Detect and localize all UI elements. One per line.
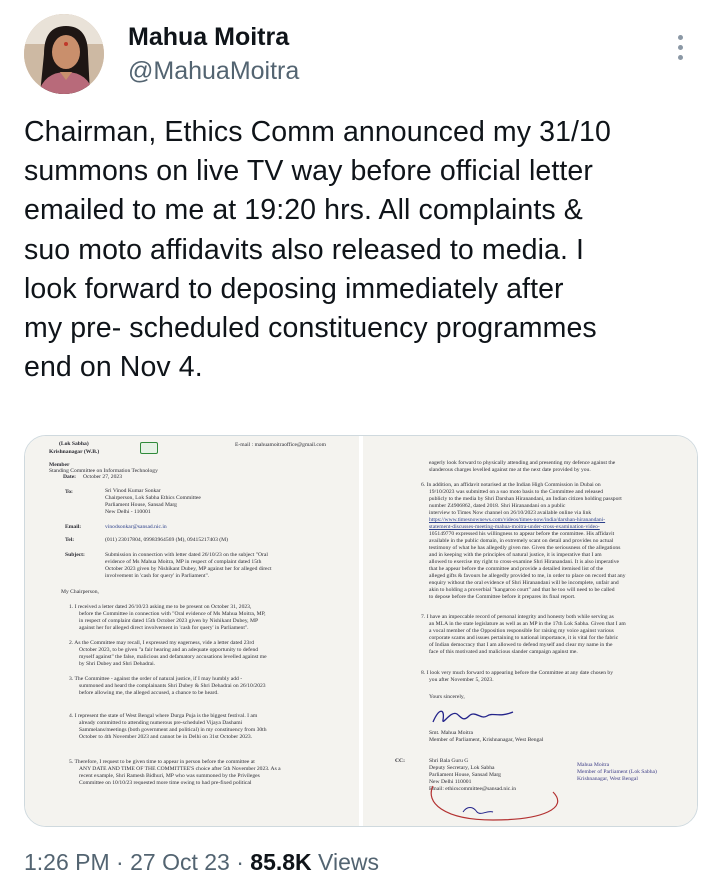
- cc-line-1: Shri Bala Guru G: [429, 758, 469, 764]
- subject-label: Subject:: [65, 552, 85, 558]
- stamp-line-3: Krishnanagar, West Bengal: [577, 776, 638, 782]
- views-label: Views: [311, 849, 379, 875]
- para2-line-1: 2. As the Committee may recall, I expressed my eagerness, vide a letter dated 23rd: [69, 640, 254, 646]
- para7-line-4: corporate scams and issues pertaining to national importance, it is vital for the fabric: [429, 635, 619, 641]
- author-handle[interactable]: @MahuaMoitra: [128, 57, 300, 85]
- cc-line-2: Deputy Secretary, Lok Sabha: [429, 765, 495, 771]
- cc-line-3: Parliament House, Sansad Marg: [429, 772, 501, 778]
- para1-line-1: 1. I received a letter dated 26/10/23 asking me to be present on October 31, 2023,: [69, 604, 252, 610]
- lead-line-1: eagerly look forward to physically attending and presenting my defence against the: [429, 460, 616, 466]
- para6-line-9: available in the public domain, in extremely scant on detail and provides no actual: [429, 538, 614, 544]
- para8-line-2: you after November 5, 2023.: [429, 677, 494, 683]
- tel-label: Tel:: [65, 537, 75, 543]
- views-count[interactable]: 85.8K: [250, 849, 312, 875]
- member-label: Member: [49, 462, 70, 468]
- letter-page-2[interactable]: [363, 436, 697, 826]
- more-vertical-icon[interactable]: [668, 30, 692, 64]
- tweet-text: Chairman, Ethics Comm announced my 31/10 summons on live TV way before official letter emailed to me at 19:20 hrs. All complaints & suo moto affidavits also released to media. I look forward to deposing immediately after my pre- scheduled constituency programmes end on Nov 4.: [24, 116, 611, 384]
- subject-line-4: involvement in 'cash for query' in Parliament".: [105, 573, 210, 579]
- para7-line-1: 7. I have an impeccable record of personal integrity and honesty both while serving as: [421, 614, 614, 620]
- para6-line-1: 6. In addition, an affidavit notarised at the Indian High Commission in Dubai on: [421, 482, 601, 488]
- meta-separator: ·: [229, 849, 251, 875]
- author-block: [128, 22, 299, 88]
- para6-line-14: alleged gifts & favours he allegedly provided to me, in order to place on record that any: [429, 573, 626, 579]
- para6-line-2: 19/10/2023 was submitted on a suo moto basis to the Committee and released: [429, 489, 604, 495]
- para6-line-7[interactable]: statement-discusses-meeting-mahua-moitra-under-cross-examination-video-: [429, 524, 600, 530]
- member-line: Standing Committee on Information Technology: [49, 468, 158, 474]
- to-line-2: Chairperson, Lok Sabha Ethics Committee: [105, 495, 201, 501]
- stamp-line-2: Member of Parliament (Lok Sabha): [577, 769, 657, 775]
- letter-page-1[interactable]: [25, 436, 359, 826]
- subject-line-2: evidence of Ms Mahua Moitra, MP in respect of complaint dated 15th: [105, 559, 262, 565]
- para3-line-2: summoned and heard the complainants Shri Dubey & Shri Dehadrai on 26/10/2023: [79, 683, 266, 689]
- to-label: To:: [65, 489, 73, 495]
- para6-line-3: publicly to the media by Shri Darshan Hiranandani, an Indian citizen holding passport: [429, 496, 622, 502]
- avatar[interactable]: [24, 14, 104, 94]
- tweet-media[interactable]: [24, 435, 698, 827]
- salutation: My Chairperson,: [61, 589, 99, 595]
- cc-line-4: New Delhi 110001: [429, 779, 472, 785]
- meta-separator: ·: [109, 849, 131, 875]
- email-label: Email:: [65, 524, 82, 530]
- para4-line-1: 4. I represent the state of West Bengal where Durga Puja is the biggest festival. I am: [69, 713, 258, 719]
- para6-line-13: that he appear before the committee and provide a detailed itemised list of the: [429, 566, 604, 572]
- para6-line-10: testimony of what he has allegedly given me. Given the seriousness of the allegations: [429, 545, 621, 551]
- para6-line-6[interactable]: https://www.timesnownews.com/videos/times-now/india/darshan-hiranandani-: [429, 517, 606, 523]
- emblem-icon: [140, 442, 158, 454]
- para2-line-2: October 2023, to be given "a fair hearing and an adequate opportunity to defend: [79, 647, 259, 653]
- letter-header-left-2: Krishnanagar (W.B.): [49, 449, 100, 455]
- date-label: Date:: [63, 474, 77, 480]
- date-value: October 27, 2023: [83, 474, 122, 480]
- para6-line-15: enquiry without the oral evidence of Shri Hiranandani will be incomplete, unfair and: [429, 580, 619, 586]
- author-name[interactable]: Mahua Moitra: [128, 23, 290, 51]
- signature-icon: [429, 704, 519, 728]
- para6-line-4: number Z4906862, dated 2018. Shri Hiranandani on a public: [429, 503, 566, 509]
- para4-line-3: Sammelans/meetings (both government and political) in my constituency from 30th: [79, 727, 267, 733]
- para1-line-4: against her for alleged direct involvement in 'cash for query' in Parliament".: [79, 625, 249, 631]
- para7-line-3: a vocal member of the Opposition responsible for raising my voice against various: [429, 628, 614, 634]
- closing: Yours sincerely,: [429, 694, 465, 700]
- para3-line-1: 3. The Committee - against the order of natural justice, if I may humbly add -: [69, 676, 243, 682]
- to-line-3: Parliament House, Sansad Marg: [105, 502, 177, 508]
- signer-name: Smt. Mahua Moitra: [429, 730, 473, 736]
- tweet-meta: [24, 846, 714, 878]
- para6-line-11: and in keeping with the principles of natural justice, it is imperative that I am: [429, 552, 602, 558]
- para1-line-3: in respect of complaint dated 15th October 2023 given by Nishikant Dubey, MP: [79, 618, 259, 624]
- to-line-1: Sri Vinod Kumar Sonkar: [105, 488, 161, 494]
- avatar-photo: [24, 14, 104, 94]
- subject-line-3: October 2023 given by Nishikant Dubey, MP against her for alleged direct: [105, 566, 272, 572]
- para5-line-3: recent example, Shri Ramesh Bidhuri, MP who was summoned by the Privileges: [79, 773, 260, 779]
- para5-line-2: ANY DATE AND TIME OF THE COMMITTEE'S choice after 5th November 2023. As a: [79, 766, 281, 772]
- para1-line-2: before the Committee in connection with "Oral evidence of Ms Mahua Moitra, MP,: [79, 611, 266, 617]
- to-line-4: New Delhi - 110001: [105, 509, 151, 515]
- para7-line-6: face of this motivated and malicious slander campaign against me.: [429, 649, 578, 655]
- tel-value: (011) 23017804, 09983964569 (M), 09415217403 (M): [105, 537, 229, 543]
- para6-line-16: akin to holding a proverbial "kangaroo court" and that he too will need to be called: [429, 587, 615, 593]
- tweet-time[interactable]: 1:26 PM: [24, 849, 110, 875]
- para5-line-1: 5. Therefore, I request to be given time to appear in person before the committee at: [69, 759, 255, 765]
- tweet-date[interactable]: 27 Oct 23: [130, 849, 230, 875]
- para8-line-1: 8. I look very much forward to appearing before the Committee at any date chosen by: [421, 670, 613, 676]
- letter-header-left-1: (Lok Sabha): [59, 441, 89, 447]
- letter-header-email: E-mail : mahuamoitraoffice@gmail.com: [235, 442, 326, 448]
- stamp-line-1: Mahua Moitra: [577, 762, 610, 768]
- handwritten-circle-icon: [423, 782, 573, 824]
- para2-line-4: by Shri Dubey and Shri Dehadrai.: [79, 661, 156, 667]
- para6-line-12: allowed to exercise my right to cross-examine Shri Hiranandani. It is also imperative: [429, 559, 619, 565]
- email-value: vinodsonkar@sansad.nic.in: [105, 524, 167, 530]
- cc-line-5: Email: ethicscommittee@sansad.nic.in: [429, 786, 517, 792]
- para3-line-3: before allowing me, the alleged accused, a chance to be heard.: [79, 690, 219, 696]
- para2-line-3: myself against" the false, malicious and defamatory accusations levelled against me: [79, 654, 267, 660]
- para6-line-8: 105149770 expressed his willingness to appear before the committee. His affidavit: [429, 531, 615, 537]
- signer-title: Member of Parliament, Krishnanagar, West Bengal: [429, 737, 544, 743]
- subject-line-1: Submission in connection with letter dated 26/10/23 on the subject "Oral: [105, 552, 268, 558]
- para4-line-2: already committed to attending numerous pre-scheduled Vijaya Dashami: [79, 720, 243, 726]
- para7-line-2: an MLA in the state legislature as well as an MP in the 17th Lok Sabha. Given that I am: [429, 621, 626, 627]
- cc-label: CC:: [395, 758, 405, 764]
- para5-line-4: Committee on 10/10/23 requested more time owing to had pre-fixed political: [79, 780, 252, 786]
- lead-line-2: slanderous charges levelled against me at the next date provided by you.: [429, 467, 591, 473]
- para4-line-4: October to 4th November 2023 and cannot be in Delhi on 31st October 2023.: [79, 734, 253, 740]
- para6-line-17: to depose before the Committee before it prepares its final report.: [429, 594, 576, 600]
- para6-line-5: interview to Times Now channel on 26/10/2023 available online via link: [429, 510, 592, 516]
- para7-line-5: of Indian democracy that I am allowed to defend myself and clear my name in the: [429, 642, 613, 648]
